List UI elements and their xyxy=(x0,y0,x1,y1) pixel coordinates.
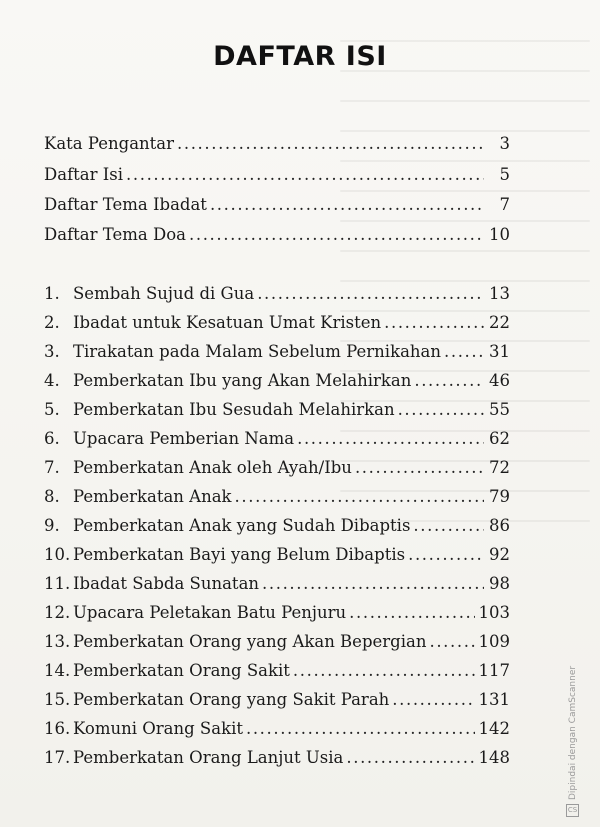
toc-chapter-number: 2. xyxy=(44,313,60,332)
toc-chapter-number: 11. xyxy=(44,574,71,593)
dot-leader xyxy=(126,165,484,184)
dot-leader xyxy=(414,371,484,390)
toc-chapter-number: 1. xyxy=(44,284,60,303)
toc-chapter-number: 16. xyxy=(44,719,71,738)
toc-chapter-number: 14. xyxy=(44,661,71,680)
dot-leader xyxy=(429,632,474,651)
toc-chapter-15 xyxy=(44,690,510,716)
toc-entry-label: Daftar Tema Ibadat xyxy=(44,195,207,214)
dot-leader xyxy=(384,313,484,332)
toc-chapter-page: 55 xyxy=(489,400,510,419)
toc-chapter-14 xyxy=(44,661,510,687)
toc-chapter-label: Komuni Orang Sakit xyxy=(73,719,243,738)
toc-chapter-number: 3. xyxy=(44,342,60,361)
toc-chapter-page: 79 xyxy=(489,487,510,506)
toc-chapter-page: 109 xyxy=(478,632,510,651)
dot-leader xyxy=(189,225,484,244)
toc-chapter-3 xyxy=(44,342,510,368)
toc-chapter-6 xyxy=(44,429,510,455)
dot-leader xyxy=(413,516,484,535)
toc-chapter-16 xyxy=(44,719,510,745)
dot-leader xyxy=(392,690,474,709)
dot-leader xyxy=(346,748,474,767)
toc-chapter-number: 6. xyxy=(44,429,60,448)
toc-chapter-10 xyxy=(44,545,510,571)
toc-chapter-8 xyxy=(44,487,510,513)
scanner-watermark-text: Dipindai dengan CamScanner xyxy=(567,665,578,800)
toc-chapter-number: 17. xyxy=(44,748,71,767)
toc-entry-daftar-tema-ibadat xyxy=(44,195,510,221)
toc-chapter-label: Pemberkatan Ibu Sesudah Melahirkan xyxy=(73,400,395,419)
toc-chapter-page: 62 xyxy=(489,429,510,448)
toc-chapter-13 xyxy=(44,632,510,658)
dot-leader xyxy=(177,134,484,153)
toc-chapter-17 xyxy=(44,748,510,774)
toc-chapter-label: Sembah Sujud di Gua xyxy=(73,284,255,303)
toc-chapter-4 xyxy=(44,371,510,397)
toc-chapter-number: 13. xyxy=(44,632,71,651)
camscanner-logo-icon: CS xyxy=(566,804,579,817)
dot-leader xyxy=(210,195,484,214)
dot-leader xyxy=(408,545,484,564)
toc-chapter-label: Pemberkatan Anak oleh Ayah/Ibu xyxy=(73,458,352,477)
toc-chapter-page: 98 xyxy=(489,574,510,593)
toc-chapter-11 xyxy=(44,574,510,600)
toc-entry-daftar-tema-doa xyxy=(44,225,510,251)
toc-chapter-7 xyxy=(44,458,510,484)
toc-chapter-page: 148 xyxy=(478,748,510,767)
toc-chapter-label: Upacara Peletakan Batu Penjuru xyxy=(73,603,347,622)
dot-leader xyxy=(235,487,484,506)
toc-chapter-label: Pemberkatan Orang Sakit xyxy=(73,661,290,680)
toc-chapter-page: 46 xyxy=(489,371,510,390)
toc-chapter-label: Pemberkatan Anak xyxy=(73,487,232,506)
toc-chapter-label: Pemberkatan Bayi yang Belum Dibaptis xyxy=(73,545,406,564)
dot-leader xyxy=(398,400,484,419)
toc-chapter-number: 12. xyxy=(44,603,71,622)
toc-chapter-9 xyxy=(44,516,510,542)
toc-chapter-number: 4. xyxy=(44,371,60,390)
page-title: DAFTAR ISI xyxy=(213,41,387,72)
toc-entry-kata-pengantar xyxy=(44,134,510,160)
toc-entry-label: Daftar Isi xyxy=(44,165,124,184)
toc-chapter-page: 103 xyxy=(478,603,510,622)
toc-chapter-12 xyxy=(44,603,510,629)
toc-chapter-number: 5. xyxy=(44,400,60,419)
toc-chapter-label: Pemberkatan Orang yang Sakit Parah xyxy=(73,690,390,709)
toc-chapter-page: 142 xyxy=(478,719,510,738)
toc-chapter-label: Tirakatan pada Malam Sebelum Pernikahan xyxy=(73,342,441,361)
toc-chapter-1 xyxy=(44,284,510,310)
toc-entry-label: Kata Pengantar xyxy=(44,134,175,153)
dot-leader xyxy=(444,342,484,361)
toc-chapter-2 xyxy=(44,313,510,339)
toc-chapter-number: 8. xyxy=(44,487,60,506)
dot-leader xyxy=(355,458,484,477)
toc-chapter-label: Ibadat untuk Kesatuan Umat Kristen xyxy=(73,313,382,332)
toc-chapter-number: 7. xyxy=(44,458,60,477)
dot-leader xyxy=(297,429,484,448)
toc-entry-page: 10 xyxy=(489,225,510,244)
toc-chapter-page: 72 xyxy=(489,458,510,477)
toc-chapter-number: 15. xyxy=(44,690,71,709)
toc-chapter-page: 31 xyxy=(489,342,510,361)
toc-chapter-5 xyxy=(44,400,510,426)
toc-chapter-label: Pemberkatan Orang yang Akan Bepergian xyxy=(73,632,427,651)
dot-leader xyxy=(349,603,474,622)
toc-entry-label: Daftar Tema Doa xyxy=(44,225,186,244)
toc-chapter-page: 13 xyxy=(489,284,510,303)
toc-chapter-page: 86 xyxy=(489,516,510,535)
toc-chapter-page: 22 xyxy=(489,313,510,332)
toc-entry-page: 7 xyxy=(499,195,510,214)
scanner-watermark xyxy=(566,666,579,817)
toc-chapter-label: Pemberkatan Ibu yang Akan Melahirkan xyxy=(73,371,412,390)
toc-entry-page: 5 xyxy=(499,165,510,184)
dot-leader xyxy=(293,661,475,680)
toc-chapter-label: Pemberkatan Orang Lanjut Usia xyxy=(73,748,344,767)
toc-chapter-label: Pemberkatan Anak yang Sudah Dibaptis xyxy=(73,516,411,535)
toc-chapter-number: 10. xyxy=(44,545,71,564)
dot-leader xyxy=(262,574,484,593)
toc-chapter-label: Ibadat Sabda Sunatan xyxy=(73,574,260,593)
toc-chapter-number: 9. xyxy=(44,516,60,535)
toc-chapter-page: 92 xyxy=(489,545,510,564)
toc-chapter-label: Upacara Pemberian Nama xyxy=(73,429,295,448)
dot-leader xyxy=(246,719,475,738)
toc-chapter-page: 117 xyxy=(478,661,510,680)
toc-entry-page: 3 xyxy=(499,134,510,153)
toc-entry-daftar-isi xyxy=(44,165,510,191)
toc-chapter-page: 131 xyxy=(478,690,510,709)
dot-leader xyxy=(257,284,484,303)
